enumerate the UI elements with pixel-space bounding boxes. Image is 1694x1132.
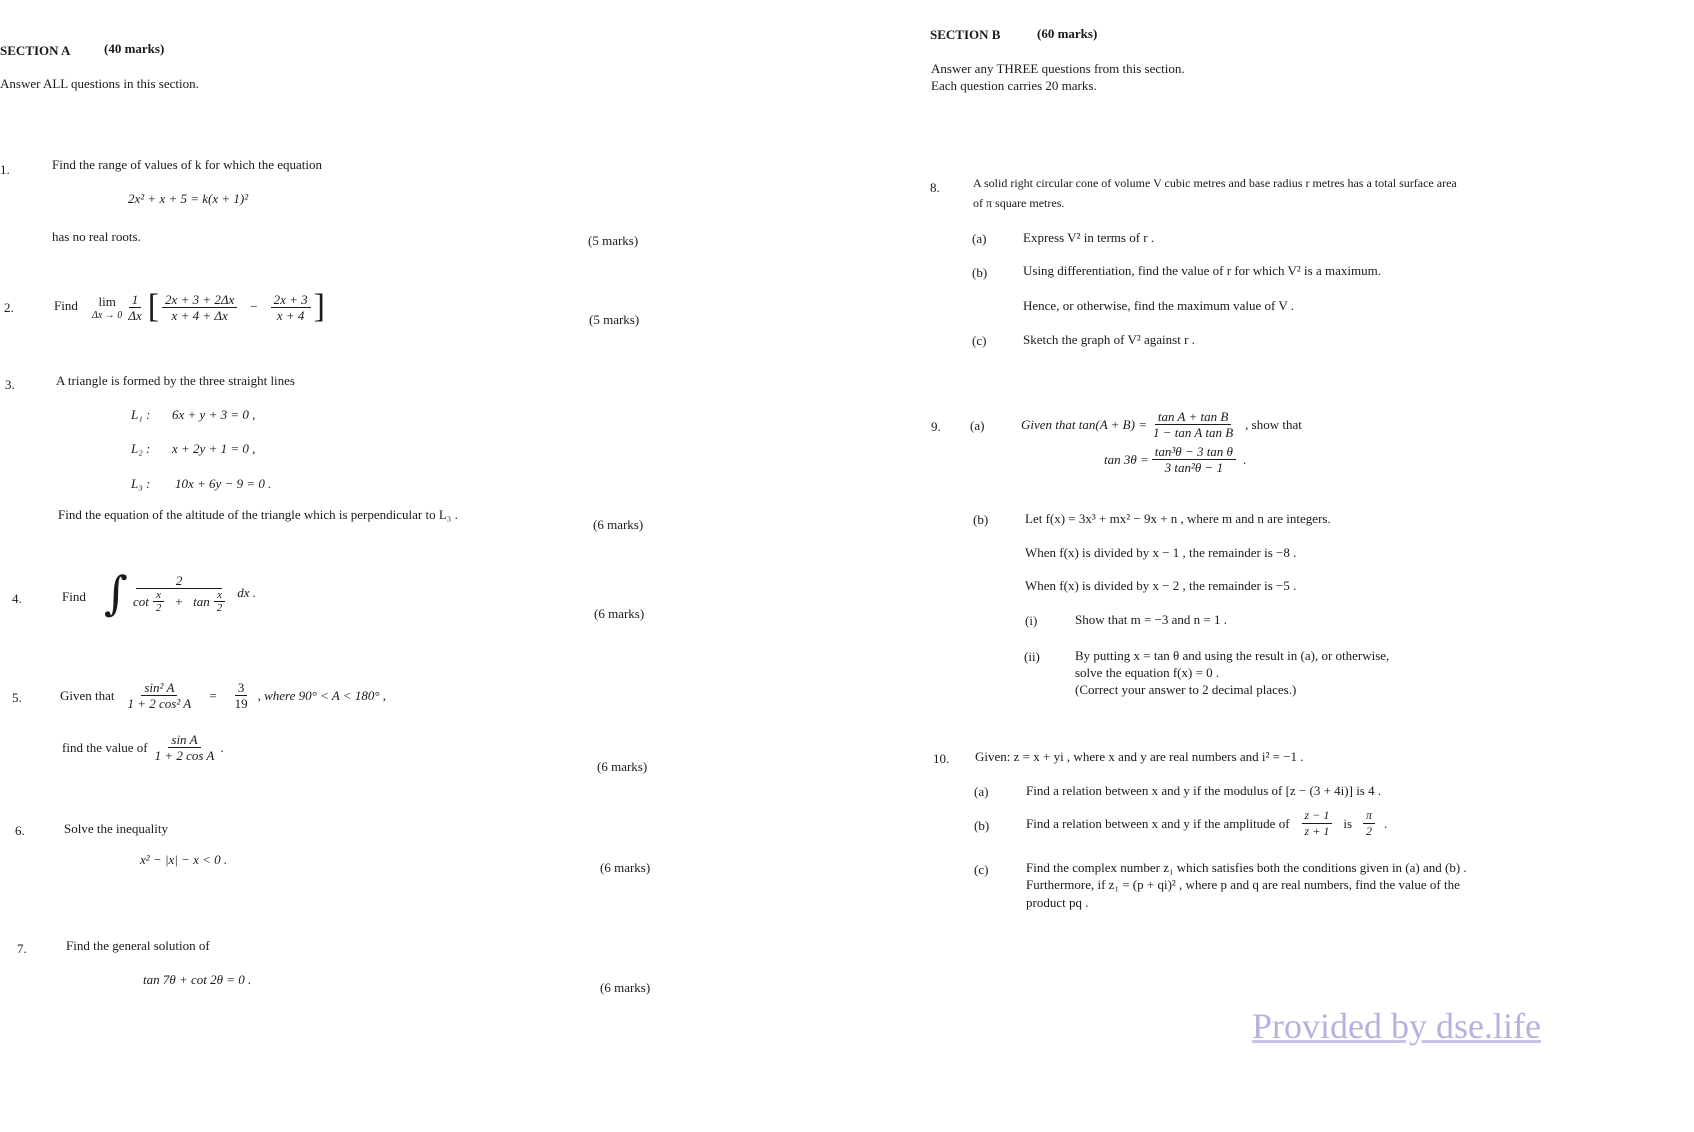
- q6-number: 6.: [15, 823, 25, 838]
- q9-part-a-given: Given that tan(A + B) = $\frac{\text{tan A + tan B}}{\text{1 − tan A tan B}}$ , show that: [1021, 409, 1302, 440]
- q2-fraction-3: $\frac{2x + 3}{x + 4}$: [271, 292, 311, 323]
- q4-integral: [104, 566, 257, 620]
- q2-find: Find: [54, 298, 78, 313]
- q8-intro-1: A solid right circular cone of volume V cubic metres and base radius r metres has a total surface area: [973, 176, 1457, 190]
- q8-number: 8.: [930, 180, 940, 195]
- q10-pi-fraction: $\frac{\pi}{2}$: [1363, 808, 1375, 839]
- q9-part-b-i-text: Show that m = −3 and n = 1 .: [1075, 612, 1227, 627]
- q2-right-bracket: ]: [313, 288, 325, 325]
- q8-part-a-label: (a): [972, 231, 987, 246]
- q2-lim-sub: Δx → 0: [92, 309, 123, 321]
- q9-part-b-line-1: Let f(x) = 3x³ + mx² − 9x + n , where m and n are integers.: [1025, 511, 1331, 526]
- q9-part-b-ii-label: (ii): [1024, 649, 1040, 664]
- q9-part-b-ii-text-3: (Correct your answer to 2 decimal places.): [1075, 682, 1297, 697]
- q9-part-b-i-label: (i): [1025, 613, 1038, 628]
- q8-intro-2: of π square metres.: [973, 196, 1065, 210]
- q3-line-1-eq: 6x + y + 3 = 0 ,: [172, 407, 256, 422]
- q5-number: 5.: [12, 690, 22, 705]
- q3-line-3-label: L₃ :: [131, 476, 151, 491]
- q9-part-a-label: (a): [970, 418, 985, 433]
- section-b-instruction-1: Answer any THREE questions from this section.: [931, 61, 1185, 76]
- q9-part-b-label: (b): [973, 512, 989, 527]
- q10-part-a-label: (a): [974, 784, 989, 799]
- q9-part-a-identity: tan 3θ = $\frac{\text{tan³θ − 3 tan θ}}{\text{3 tan²θ − 1}}$ .: [1104, 444, 1247, 475]
- q9-part-b-ii-text-2: solve the equation f(x) = 0 .: [1075, 665, 1220, 680]
- watermark-link[interactable]: Provided by dse.life: [1252, 1006, 1541, 1046]
- q4-number: 4.: [12, 591, 22, 606]
- q9-part-b-line-3: When f(x) is divided by x − 2 , the remainder is −5 .: [1025, 578, 1297, 593]
- q10-part-c-text-2: Furthermore, if z₁ = (p + qi)² , where p and q are real numbers, find the value of the: [1026, 877, 1460, 892]
- q5-fraction-2: $\frac{3}{19}$: [234, 680, 248, 711]
- q1-text-2: has no real roots.: [52, 229, 141, 244]
- section-a-marks: (40 marks): [104, 41, 165, 56]
- q10-part-b-text: Find a relation between x and y if the amplitude of $\frac{z - 1}{z + 1}$ is $\frac{\pi}{2}$ .: [1026, 808, 1388, 838]
- q9-part-b-line-2: When f(x) is divided by x − 1 , the remainder is −8 .: [1025, 545, 1297, 560]
- q3-intro: A triangle is formed by the three straight lines: [56, 373, 295, 388]
- q3-line-2-eq: x + 2y + 1 = 0 ,: [172, 441, 256, 456]
- q2-marks: (5 marks): [589, 312, 640, 327]
- q10-z-fraction: $\frac{z - 1}{z + 1}$: [1302, 808, 1333, 839]
- q3-line-1-label: L₁ :: [131, 407, 151, 422]
- q3-line-3-eq: 10x + 6y − 9 = 0 .: [175, 476, 272, 491]
- q7-task: Find the general solution of: [66, 938, 210, 953]
- q5-fraction-3: $\frac{\text{sin A}}{\text{1 + 2 cos A}}$: [154, 732, 215, 763]
- q7-marks: (6 marks): [600, 980, 651, 995]
- q2-lim: lim: [98, 293, 116, 309]
- q10-part-c-text-1: Find the complex number z₁ which satisfies both the conditions given in (a) and (b) .: [1026, 860, 1467, 875]
- q9-tan-sum-fraction: $\frac{\text{tan A + tan B}}{\text{1 − tan A tan B}}$: [1152, 409, 1234, 440]
- q8-part-a-text: Express V² in terms of r .: [1023, 230, 1155, 245]
- section-a-instruction: Answer ALL questions in this section.: [0, 76, 199, 91]
- q10-part-c-label: (c): [974, 862, 989, 877]
- q10-part-c-text-3: product pq .: [1026, 895, 1089, 910]
- q2-minus: −: [250, 299, 258, 314]
- q10-number: 10.: [933, 751, 950, 766]
- section-a-title: SECTION A: [0, 43, 71, 58]
- q1-number: 1.: [0, 162, 10, 177]
- q2-fraction-2: $\frac{2x + 3 + 2\Delta x}{x + 4 + \Delta x}$: [162, 292, 237, 323]
- q1-equation: 2x² + x + 5 = k(x + 1)²: [128, 191, 249, 206]
- q8-part-c-label: (c): [972, 333, 987, 348]
- q5-marks: (6 marks): [597, 759, 648, 774]
- q1-text: Find the range of values of k for which the equation: [52, 157, 323, 172]
- section-b-instruction-2: Each question carries 20 marks.: [931, 78, 1097, 93]
- integral-sign-icon: ∫: [104, 566, 128, 620]
- q10-intro: Given: z = x + yi , where x and y are real numbers and i² = −1 .: [975, 749, 1304, 764]
- q3-marks: (6 marks): [593, 517, 644, 532]
- q10-part-b-label: (b): [974, 818, 990, 833]
- q4-find: Find: [62, 589, 86, 604]
- q6-equation: x² − |x| − x < 0 .: [140, 852, 228, 867]
- q7-equation: tan 7θ + cot 2θ = 0 .: [143, 972, 252, 987]
- q5-find: find the value of $\frac{\text{sin A}}{\text{1 + 2 cos A}}$ .: [62, 732, 224, 763]
- q7-number: 7.: [17, 941, 27, 956]
- q4-marks: (6 marks): [594, 606, 645, 621]
- q9-part-b-ii-text-1: By putting x = tan θ and using the result in (a), or otherwise,: [1075, 648, 1390, 663]
- q2-number: 2.: [4, 300, 14, 315]
- q2-left-bracket: [: [147, 288, 160, 325]
- q3-task: Find the equation of the altitude of the triangle which is perpendicular to L₃ .: [58, 507, 458, 522]
- q2-expression: [92, 290, 325, 324]
- section-b-title: SECTION B: [930, 27, 1001, 42]
- q3-number: 3.: [5, 377, 15, 392]
- q4-dx: dx .: [237, 585, 257, 600]
- q2-fraction-1: $\frac{1}{\Delta x}$: [128, 291, 142, 323]
- q8-part-b-text-2: Hence, or otherwise, find the maximum value of V .: [1023, 298, 1295, 313]
- q8-part-b-label: (b): [972, 265, 988, 280]
- q8-part-c-text: Sketch the graph of V² against r .: [1023, 332, 1195, 347]
- q5-given: Given that $\frac{\text{sin² A}}{\text{1 + 2 cos² A}}$ = $\frac{3}{19}$ , where 90° < A < 180° ,: [60, 680, 387, 711]
- q8-part-b-text: Using differentiation, find the value of r for which V² is a maximum.: [1023, 263, 1381, 278]
- q9-number: 9.: [931, 419, 941, 434]
- section-b-marks: (60 marks): [1037, 26, 1098, 41]
- q5-fraction-1: $\frac{\text{sin² A}}{\text{1 + 2 cos² A}}$: [127, 680, 192, 711]
- q9-tan3-fraction: $\frac{\text{tan³θ − 3 tan θ}}{\text{3 tan²θ − 1}}$: [1152, 444, 1236, 475]
- q10-part-a-text: Find a relation between x and y if the modulus of [z − (3 + 4i)] is 4 .: [1026, 783, 1382, 798]
- q1-marks: (5 marks): [588, 233, 639, 248]
- q3-line-2-label: L₂ :: [131, 441, 151, 456]
- q6-marks: (6 marks): [600, 860, 651, 875]
- q4-fraction: 2 cot $\frac{x}{2}$ + tan $\frac{x}{2}$: [130, 573, 228, 614]
- q6-task: Solve the inequality: [64, 821, 168, 836]
